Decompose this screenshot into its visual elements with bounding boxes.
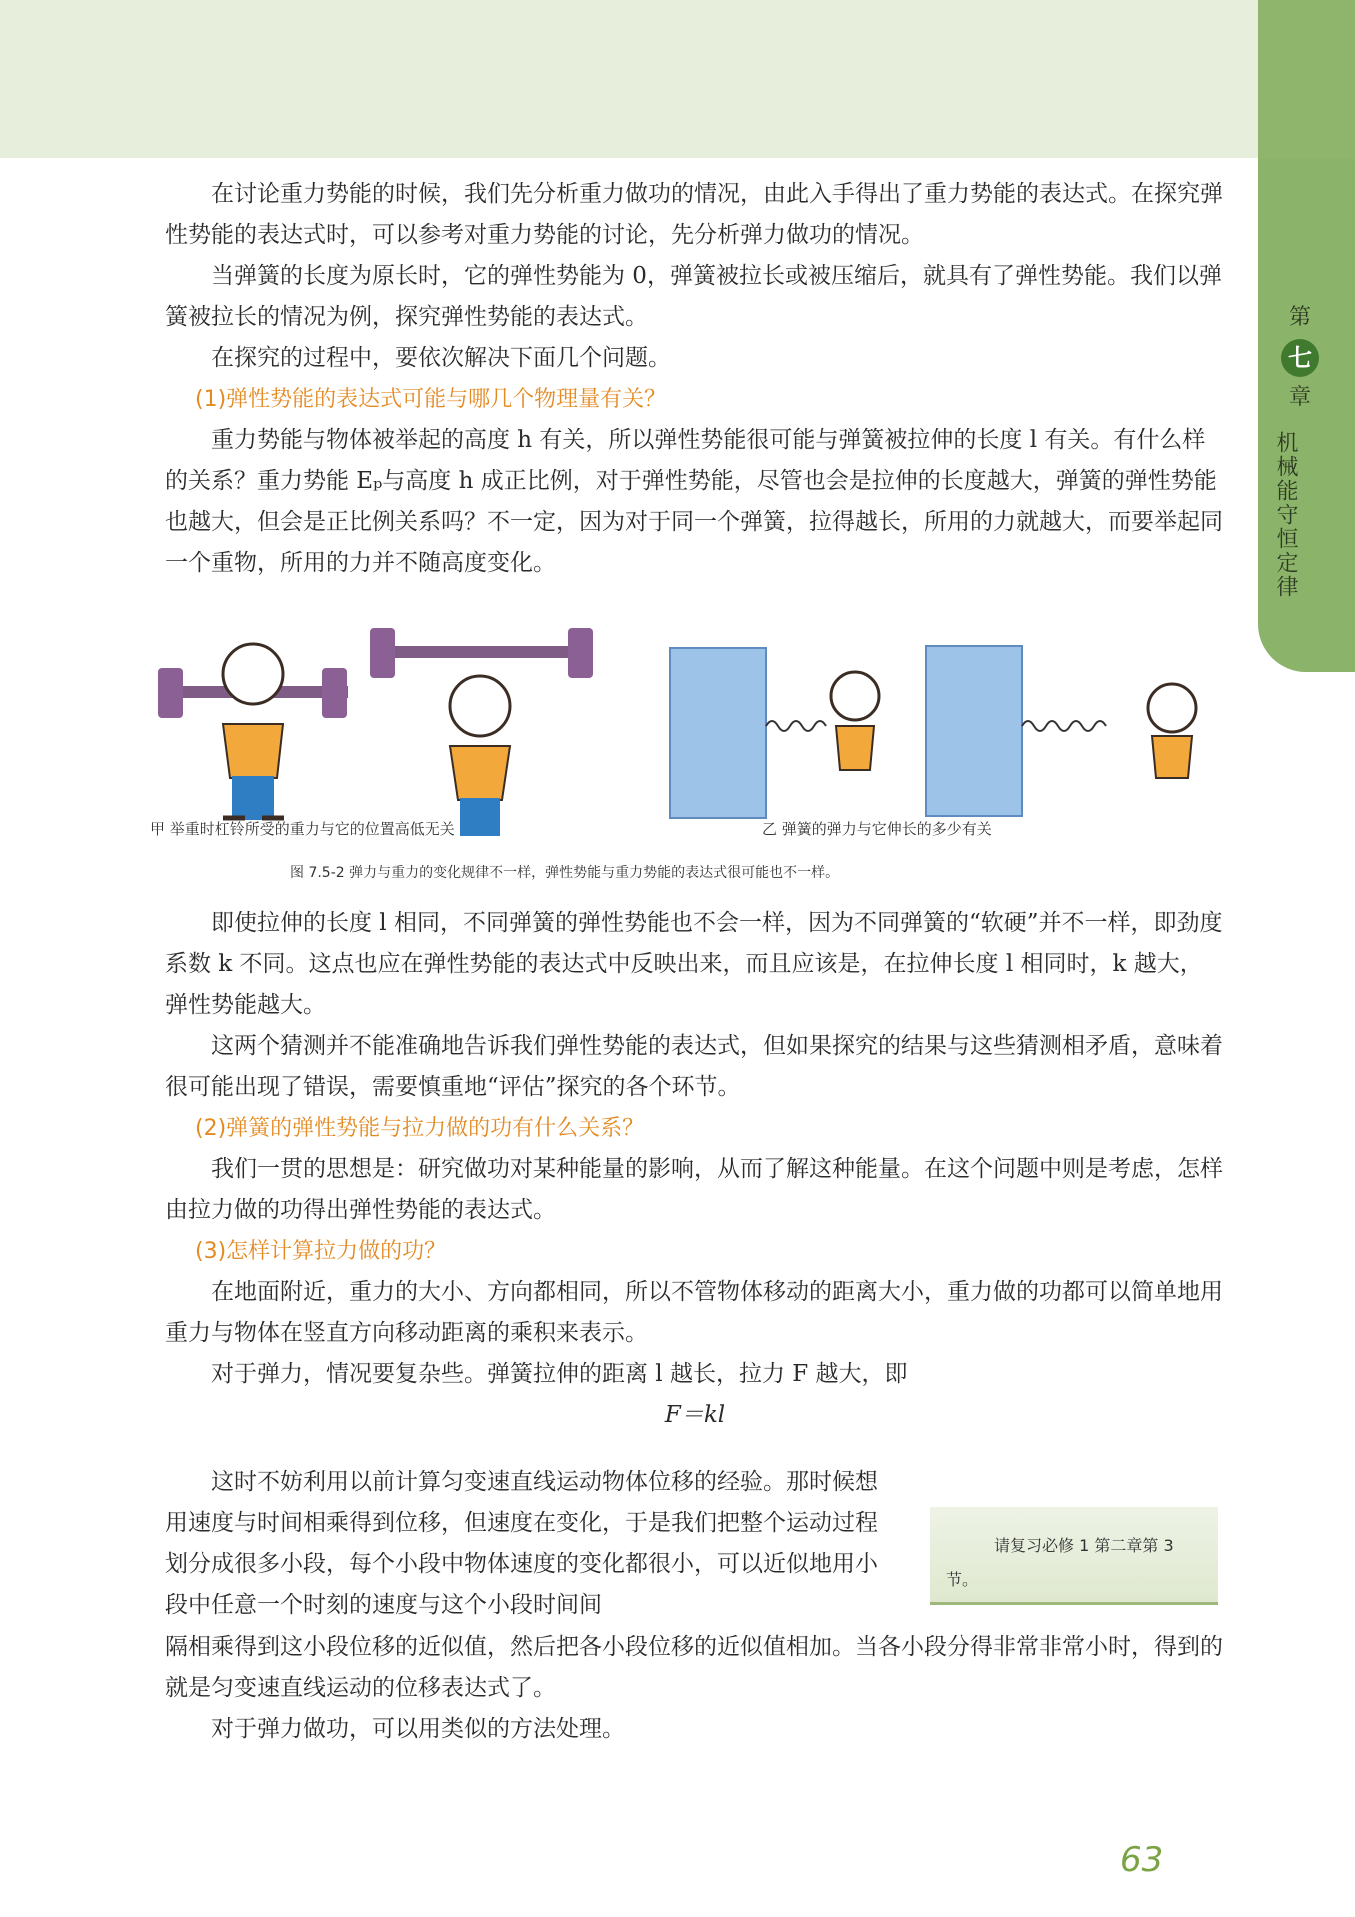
figure-7-5-2 bbox=[150, 628, 1230, 878]
header-band bbox=[0, 0, 1258, 158]
paragraph: 在探究的过程中，要依次解决下面几个问题。 bbox=[211, 345, 671, 371]
wrapped-paragraph bbox=[165, 1462, 900, 1626]
chapter-number: 七 bbox=[1281, 339, 1319, 377]
paragraph: 在讨论重力势能的时候，我们先分析重力做功的情况，由此入手得出了重力势能的表达式。在探究弹性势能的表达式时，可以参考对重力势能的讨论，先分析弹力做功的情况。 bbox=[165, 181, 1223, 248]
question-1: (1)弹性势能的表达式可能与哪几个物理量有关？ bbox=[195, 387, 667, 412]
paragraph: 我们一贯的思想是：研究做功对某种能量的影响，从而了解这种能量。在这个问题中则是考虑，怎样由拉力做的功得出弹性势能的表达式。 bbox=[165, 1156, 1223, 1223]
paragraph: 即使拉伸的长度 l 相同，不同弹簧的弹性势能也不会一样，因为不同弹簧的“软硬”并不一样，即劲度系数 k 不同。这点也应在弹性势能的表达式中反映出来，而且应该是，在拉伸长度 l 相同时，k 越大，弹性势能越大。 bbox=[165, 910, 1223, 1018]
margin-note-text: 请复习必修 1 第二章第 3 节。 bbox=[946, 1536, 1174, 1589]
weightlifter-low-figure bbox=[158, 644, 348, 820]
paragraph: 隔相乘得到这小段位移的近似值，然后把各小段位移的近似值相加。当各小段分得非常非常小时，得到的就是匀变速直线运动的位移表达式了。 bbox=[165, 1634, 1223, 1701]
margin-note bbox=[930, 1507, 1218, 1605]
formula: F＝kl bbox=[664, 1402, 726, 1428]
chapter-label bbox=[1270, 305, 1330, 599]
chapter-suffix: 章 bbox=[1288, 385, 1311, 410]
paragraph: 这两个猜测并不能准确地告诉我们弹性势能的表达式，但如果探究的结果与这些猜测相矛盾，意味着很可能出现了错误，需要慎重地“评估”探究的各个环节。 bbox=[165, 1033, 1223, 1100]
weightlifter-high-figure bbox=[370, 628, 593, 836]
page-number: 63 bbox=[1120, 1840, 1164, 1880]
top-section bbox=[165, 174, 1225, 584]
figure-caption-a: 甲 举重时杠铃所受的重力与它的位置高低无关 bbox=[150, 820, 455, 838]
paragraph: 当弹簧的长度为原长时，它的弹性势能为 0，弹簧被拉长或被压缩后，就具有了弹性势能。我们以弹簧被拉长的情况为例，探究弹性势能的表达式。 bbox=[165, 263, 1222, 330]
chapter-prefix: 第 bbox=[1288, 305, 1311, 330]
paragraph: 对于弹力做功，可以用类似的方法处理。 bbox=[211, 1716, 625, 1742]
paragraph: 在地面附近，重力的大小、方向都相同，所以不管物体移动的距离大小，重力做的功都可以简单地用重力与物体在竖直方向移动距离的乘积来表示。 bbox=[165, 1279, 1223, 1346]
question-3: (3)怎样计算拉力做的功？ bbox=[195, 1239, 447, 1264]
question-2: (2)弹簧的弹性势能与拉力做的功有什么关系？ bbox=[195, 1116, 645, 1141]
paragraph: 这时不妨利用以前计算匀变速直线运动物体位移的经验。那时候想用速度与时间相乘得到位移，但速度在变化，于是我们把整个运动过程划分成很多小段，每个小段中物体速度的变化都很小，可以近似地用小段中任意一个时刻的速度与这个小段时间间 bbox=[165, 1469, 878, 1618]
side-tab-top bbox=[1258, 0, 1355, 158]
spring-scene-figure bbox=[670, 646, 1196, 818]
bottom-section bbox=[165, 1627, 1225, 1750]
figure-caption-b: 乙 弹簧的弹力与它伸长的多少有关 bbox=[762, 820, 992, 838]
figure-caption: 图 7.5-2 弹力与重力的变化规律不一样，弹性势能与重力势能的表达式很可能也不一样。 bbox=[290, 865, 840, 881]
paragraph: 重力势能与物体被举起的高度 h 有关，所以弹性势能很可能与弹簧被拉伸的长度 l 有关。有什么样的关系？重力势能 Eₚ与高度 h 成正比例，对于弹性势能，尽管也会是拉伸的长度越大，弹簧的弹性势能也越大，但会是正比例关系吗？不一定，因为对于同一个弹簧，拉得越长，所用的力就越大，而要举起同一个重物，所用的力并不随高度变化。 bbox=[165, 427, 1223, 576]
middle-section bbox=[165, 903, 1225, 1436]
paragraph: 对于弹力，情况要复杂些。弹簧拉伸的距离 l 越长，拉力 F 越大，即 bbox=[211, 1361, 908, 1387]
chapter-title: 机械能守恒定律 bbox=[1273, 431, 1298, 599]
